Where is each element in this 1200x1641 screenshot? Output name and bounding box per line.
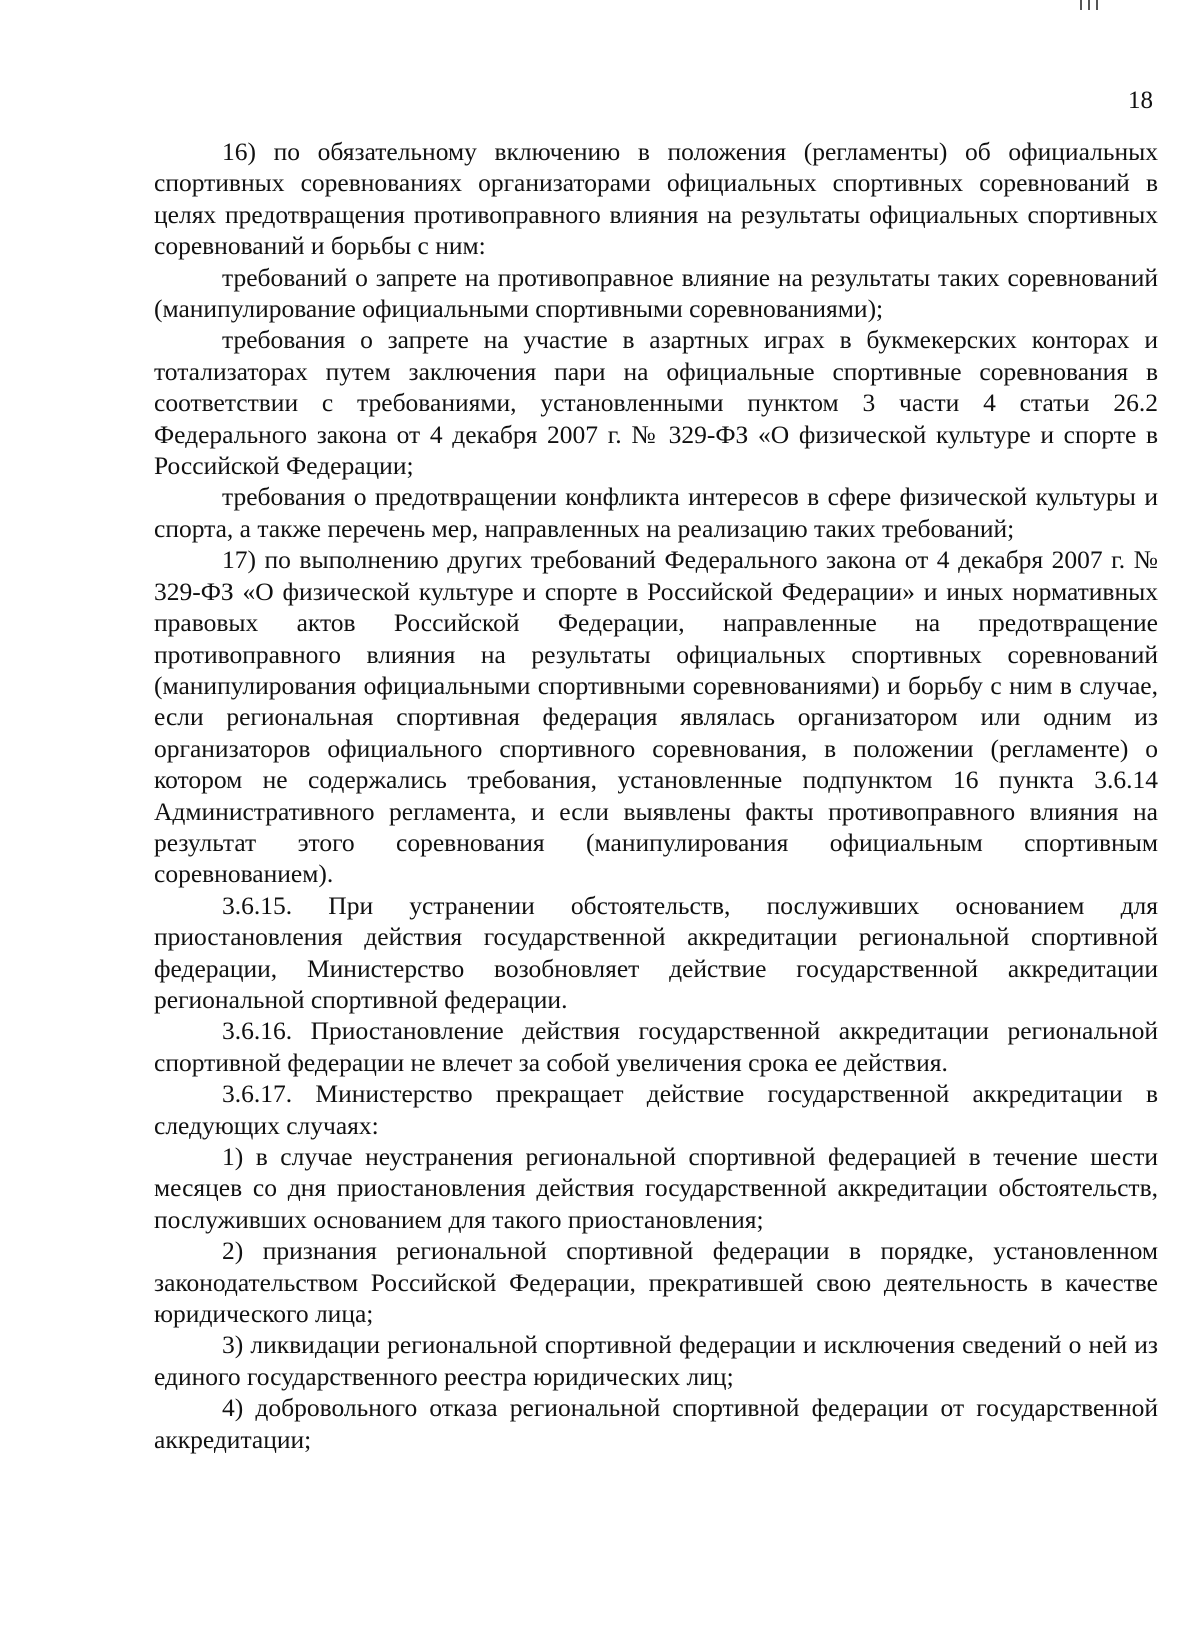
document-body [154,136,1158,1455]
paragraph-3-6-15: 3.6.15. При устранении обстоятельств, послуживших основанием для приостановления действия государственной аккредитации региональной спортивной федерации, Министерство возобновляет действие государственной аккредитации региональной спортивной федерации. [154,890,1158,1014]
page-number: 18 [1128,87,1153,114]
paragraph-requirement-manipulation: требований о запрете на противоправное влияние на результаты таких соревнований (манипулирование официальными спортивными соревнованиями); [154,262,1158,324]
paragraph-3-6-17: 3.6.17. Министерство прекращает действие государственной аккредитации в следующих случаях: [154,1079,1158,1140]
paragraph-17: 17) по выполнению других требований Федерального закона от 4 декабря 2007 г. № 329-ФЗ «О физической культуре и спорте в Российской Федерации» и иных нормативных правовых актов Российской Федерации, направленные на предотвращение противоправного влияния на результаты официальных спортивных соревнований (манипулирования официальными спортивными соревнованиями) и борьбу с ним в случае, если региональная спортивная федерация являлась организатором или одним из организаторов официального спортивного соревнования, в положении (регламенте) о котором не содержались требования, установленные подпунктом 16 пункта 3.6.14 Административного регламента, и если выявлены факты противоправного влияния на результат этого соревнования (манипулирования официальным спортивным соревнованием). [154,545,1158,889]
scan-edge-marks [1080,0,1120,12]
list-item-1: 1) в случае неустранения региональной спортивной федерацией в течение шести месяцев со дня приостановления действия государственной аккредитации обстоятельств, послуживших основанием для такого приостановления; [154,1142,1158,1234]
list-item-2: 2) признания региональной спортивной федерации в порядке, установленном законодательством Российской Федерации, прекратившей свою деятельность в качестве юридического лица; [154,1236,1158,1329]
paragraph-3-6-16: 3.6.16. Приостановление действия государственной аккредитации региональной спортивной федерации не влечет за собой увеличения срока ее действия. [154,1016,1158,1077]
list-item-4: 4) добровольного отказа региональной спортивной федерации от государственной аккредитации; [154,1393,1158,1454]
paragraph-16: 16) по обязательному включению в положения (регламенты) об официальных спортивных соревнованиях организаторами официальных спортивных соревнований в целях предотвращения противоправного влияния на результаты официальных спортивных соревнований и борьбы с ним: [154,137,1158,261]
paragraph-requirement-betting: требования о запрете на участие в азартных играх в букмекерских конторах и тотализаторах путем заключения пари на официальные спортивные соревнования в соответствии с требованиями, установленными пунктом 3 части 4 статьи 26.2 Федерального закона от 4 декабря 2007 г. № 329-ФЗ «О физической культуре и спорте в Российской Федерации; [154,325,1158,481]
paragraph-requirement-conflict: требования о предотвращении конфликта интересов в сфере физической культуры и спорта, а также перечень мер, направленных на реализацию таких требований; [154,482,1158,543]
list-item-3: 3) ликвидации региональной спортивной федерации и исключения сведений о ней из единого государственного реестра юридических лиц; [154,1330,1158,1391]
